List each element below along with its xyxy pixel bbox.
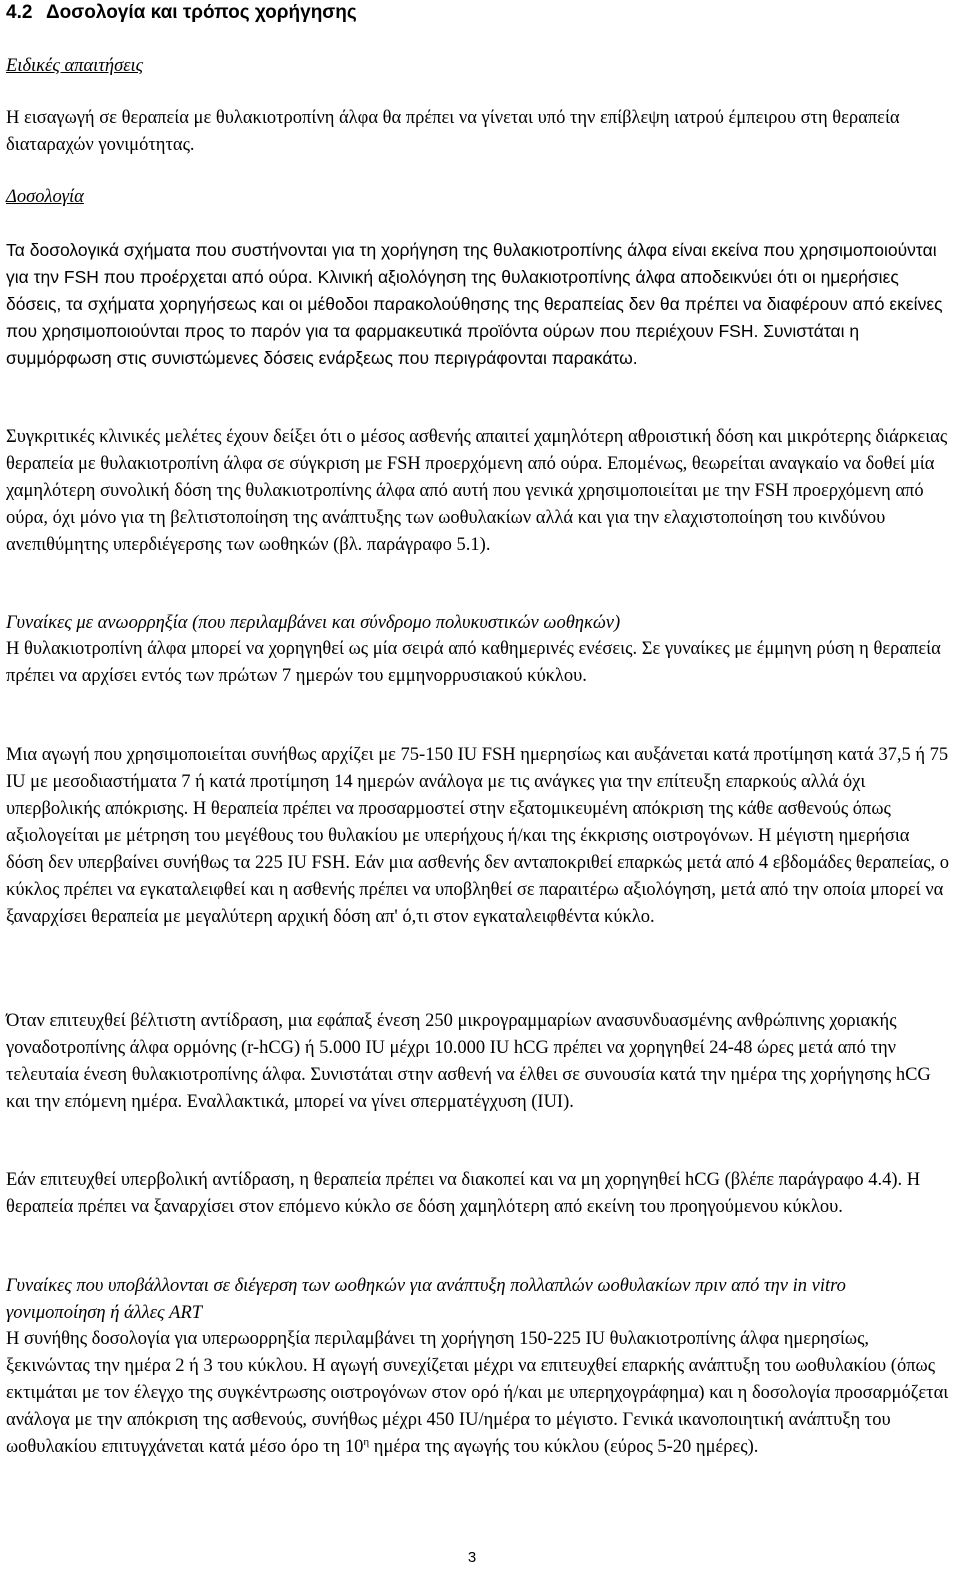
anovulation-paragraph-3: Όταν επιτευχθεί βέλτιστη αντίδραση, μια εφάπαξ ένεση 250 μικρογραμμαρίων ανασυνδυασμένης ανθρώπινης χοριακής γοναδοτροπίνης άλφα ορμόνης (r-hCG) ή 5.000 IU μέχρι 10.000 IU hCG πρέπει να χορηγηθεί 24-48 ώρες μετά από την τελευταία ένεση θυλακιοτροπίνης άλφα. Συνιστάται στην ασθενή να έλθει σε συνουσία κατά την ημέρα της χορήγησης hCG και την επόμενη ημέρα. Εναλλακτικά, μπορεί να γίνει σπερματέγχυση (IUI). (6, 1011, 931, 1112)
posology-paragraph-1: Τα δοσολογικά σχήματα που συστήνονται για τη χορήγηση της θυλακιοτροπίνης άλφα είναι εκείνα που χρησιμοποιούνται για την FSH που προέρχεται από ούρα. Κλινική αξιολόγηση της θυλακιοτροπίνης άλφα αποδεικνύει ότι οι ημερήσιες δόσεις, τα σχήματα χορηγήσεως και οι μέθοδοι παρακολούθησης της θεραπείας δεν θα πρέπει να διαφέρουν από εκείνες που χρησιμοποιούνται προς το παρόν για τα φαρμακευτικά προϊόντα ούρων που περιέχουν FSH. Συνιστάται η συμμόρφωση στις συνιστώμενες δόσεις ενάρξεως που περιγράφονται παρακάτω. (6, 240, 943, 368)
anovulation-paragraph-4: Εάν επιτευχθεί υπερβολική αντίδραση, η θεραπεία πρέπει να διακοπεί και να μη χορηγηθεί hCG (βλέπε παράγραφο 4.4). Η θεραπεία πρέπει να ξαναρχίσει στον επόμενο κύκλο σε δόση χαμηλότερη από εκείνη του προηγούμενου κύκλου. (6, 1170, 921, 1217)
page-number: 3 (467, 1549, 477, 1566)
special-requirements-text: Η εισαγωγή σε θεραπεία με θυλακιοτροπίνη άλφα θα πρέπει να γίνεται υπό την επίβλεψη ιατρού έμπειρου στη θεραπεία διαταραχών γονιμότητας. (6, 108, 900, 155)
section-heading (6, 2, 357, 24)
anovulation-paragraph-2: Μια αγωγή που χρησιμοποιείται συνήθως αρχίζει με 75-150 IU FSH ημερησίως και αυξάνεται κατά προτίμηση κατά 37,5 ή 75 IU με μεσοδιαστήματα 7 ή κατά προτίμηση 14 ημερών ανάλογα με τις ανάγκες για την επίτευξη επαρκούς αλλά όχι υπερβολικής απόκρισης. Η θεραπεία πρέπει να προσαρμοστεί στην εξατομικευμένη απόκριση της κάθε ασθενούς όπως αξιολογείται με μέτρηση του μεγέθους του θυλακίου με υπερήχους ή/και της έκκρισης οιστρογόνων. Η μέγιστη ημερήσια δόση δεν υπερβαίνει συνήθως τα 225 IU FSH. Εάν μια ασθενής δεν ανταποκριθεί επαρκώς μετά από 4 εβδομάδες θεραπείας, ο κύκλος πρέπει να εγκαταλειφθεί και η ασθενής πρέπει να υποβληθεί σε παραιτέρω αξιολόγηση, μετά από την οποία μπορεί να ξαναρχίσει θεραπεία με μεγαλύτερη αρχική δόση απ' ό,τι στον εγκαταλειφθέντα κύκλο. (6, 745, 950, 927)
art-paragraph-1-main: Η συνήθης δοσολογία για υπερωορρηξία περιλαμβάνει τη χορήγηση 150-225 IU θυλακιοτροπίνης άλφα ημερησίως, ξεκινώντας την ημέρα 2 ή 3 του κύκλου. Η αγωγή συνεχίζεται μέχρι να επιτευχθεί επαρκής ανάπτυξη του ωοθυλακίου (όπως εκτιμάται με τον έλεγχο της συγκέντρωσης οιστρογόνων στον ορό ή/και με υπερηχογράφημα) και η δοσολογία προσαρμόζεται ανάλογα με την απόκριση της ασθενούς, συνήθως μέχρι 450 IU/ημέρα το μέγιστο. Γενικά ικανοποιητική ανάπτυξη του ωοθυλακίου επιτυγχάνεται κατά μέσο όρο τη 10 (6, 1329, 949, 1457)
posology-paragraph-2: Συγκριτικές κλινικές μελέτες έχουν δείξει ότι ο μέσος ασθενής απαιτεί χαμηλότερη αθροιστική δόση και μικρότερης διάρκειας θεραπεία με θυλακιοτροπίνη άλφα σε σύγκριση με FSH προερχόμενη από ούρα. Επομένως, θεωρείται αναγκαίο να δοθεί μία χαμηλότερη συνολική δόση της θυλακιοτροπίνης άλφα από αυτή που γενικά χρησιμοποιείται με την FSH προερχόμενη από ούρα, όχι μόνο για τη βελτιστοποίηση της ανάπτυξης των ωοθυλακίων αλλά και για την ελαχιστοποίηση του κινδύνου ανεπιθύμητης υπερδιέγερσης των ωοθηκών (βλ. παράγραφο 5.1). (6, 427, 948, 555)
art-heading: Γυναίκες που υποβάλλονται σε διέγερση των ωοθηκών για ανάπτυξη πολλαπλών ωοθυλακίων πριν από την in vitro γονιμοποίηση ή άλλες ART (6, 1276, 846, 1323)
anovulation-heading: Γυναίκες με ανωορρηξία (που περιλαμβάνει και σύνδρομο πολυκυστικών ωοθηκών) (6, 613, 621, 633)
section-title: Δοσολογία και τρόπος χορήγησης (46, 2, 357, 23)
anovulation-paragraph-1: Η θυλακιοτροπίνη άλφα μπορεί να χορηγηθεί ως μία σειρά από καθημερινές ενέσεις. Σε γυναίκες με έμμηνη ρύση η θεραπεία πρέπει να αρχίσει εντός των πρώτων 7 ημερών του εμμηνορρυσιακού κύκλου. (6, 639, 941, 686)
special-requirements-heading: Ειδικές απαιτήσεις (6, 56, 144, 76)
art-paragraph-1 (6, 1326, 950, 1461)
section-number: 4.2 (6, 2, 33, 23)
ordinal-superscript: η (363, 1435, 370, 1448)
posology-heading: Δοσολογία (6, 187, 84, 207)
art-paragraph-1-tail: ημέρα της αγωγής του κύκλου (εύρος 5-20 ημέρες). (369, 1437, 759, 1457)
